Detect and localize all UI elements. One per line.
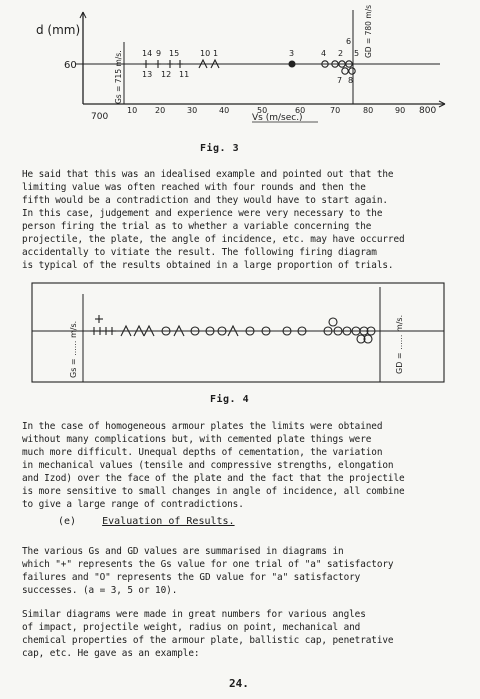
fig3-ylabel: d (mm) — [36, 23, 81, 37]
fig3-xtick: 90 — [395, 106, 406, 115]
fig3-point-number: 8 — [348, 76, 354, 85]
fig3-xtick: 20 — [155, 106, 166, 115]
paragraph-2: In the case of homogeneous armour plates the limits were obtained without many complications but, with cemented plate things were much more difficult. Unequal depths of cementation, the variation in mechanical values (tensile and compressive strengths, elongation and Izod) over the face of the plate and the fact that the projectile is more sensitive to small changes in angle of incidence, all combine to give a large range of contradictions. — [22, 421, 405, 510]
fig3-point-number: 14 — [142, 49, 153, 58]
fig3-point-number: 15 — [169, 49, 180, 58]
paragraph-1: He said that this was an idealised example and pointed out that the limiting value was often reached with four rounds and then the fifth would be a contradiction and they would have to start again. In this case, judgement and experience were very necessary to the person firing the trial as to whether a variable concerning the projectile, the plate, the angle of incidence, etc. may have occurred accidentally to vitiate the result. The following firing diagram is typical of the results obtained in a large proportion of trials. — [22, 169, 405, 271]
fig4-caption: Fig. 4 — [210, 394, 250, 405]
fig3-point-number: 10 — [200, 49, 211, 58]
paragraph-3: The various Gs and GD values are summarised in diagrams in which "+" represents the Gs value for one trial of "a" satisfactory failures and "O" represents the GD value for "a" satisfactory successes. (a = 3, 5 or 10). — [22, 546, 394, 596]
fig3-x-start: 700 — [91, 112, 109, 122]
section-heading — [58, 516, 235, 527]
section-number: (e) — [58, 516, 77, 527]
fig3-xtick: 800 — [419, 106, 437, 116]
fig3-xtick: 60 — [295, 106, 306, 115]
fig3-point-number: 12 — [161, 70, 172, 79]
fig3-point-number: 5 — [354, 49, 360, 58]
fig4-gs-label: Gs = ...... m/s. — [69, 320, 78, 378]
fig3-point-number: 13 — [142, 70, 153, 79]
fig3-point-number: 6 — [346, 37, 352, 46]
fig3-point-number: 3 — [289, 49, 295, 58]
fig4-plus-marks — [90, 315, 116, 335]
fig3-xtick: 80 — [363, 106, 374, 115]
fig3-y-value: 60 — [64, 60, 77, 71]
fig3-xtick: 70 — [330, 106, 341, 115]
page-number: 24. — [229, 677, 249, 690]
fig3-point-number: 7 — [337, 76, 343, 85]
fig3-point-number: 2 — [338, 49, 344, 58]
paragraph-4: Similar diagrams were made in great numbers for various angles of impact, projectile weight, radius on point, mechanical and chemical properties of the armour plate, ballistic cap, penetrative cap, etc. He gave as an example: — [22, 609, 394, 659]
fig3-point-number: 9 — [156, 49, 162, 58]
fig3-point-number: 1 — [213, 49, 219, 58]
fig4-gd-label: GD = ...... m/s. — [395, 314, 404, 374]
fig3-caption: Fig. 3 — [200, 143, 240, 154]
fig3-xtick: 40 — [219, 106, 230, 115]
fig3-point-number: 11 — [179, 70, 190, 79]
fig3-gs-label: Gs = 715 m/s. — [114, 50, 123, 104]
fig3-point-number: 4 — [321, 49, 327, 58]
section-title: Evaluation of Results. — [102, 516, 235, 527]
fig3-xlabel: Vs (m/sec.) — [252, 113, 303, 123]
fig3-xtick: 30 — [187, 106, 198, 115]
fig3-xtick: 50 — [257, 106, 268, 115]
fig3-xtick: 10 — [127, 106, 138, 115]
fig4-circle-mark — [329, 318, 337, 326]
fig3-gd-label: GD = 780 m/s — [364, 4, 373, 58]
